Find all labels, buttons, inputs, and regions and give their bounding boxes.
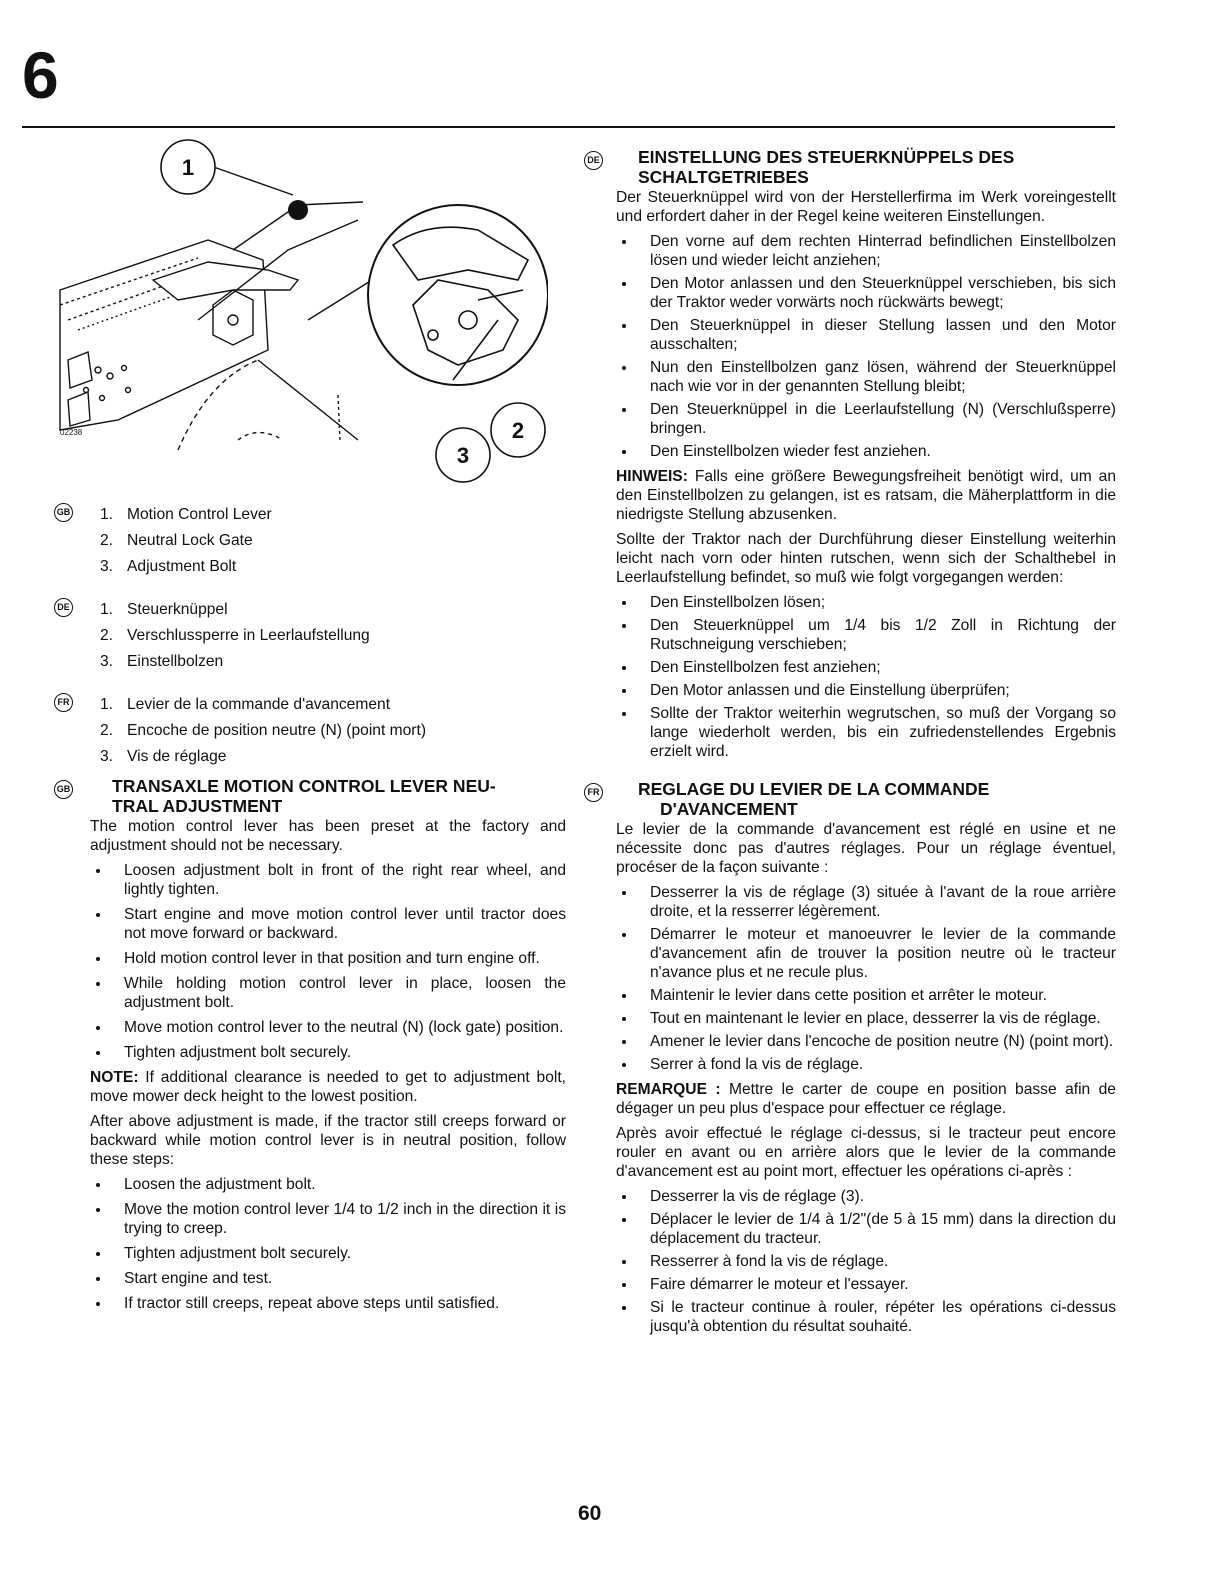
flag-fr-icon: FR [54, 693, 73, 712]
list-item: While holding motion control lever in place, loosen the adjustment bolt. [90, 974, 566, 1012]
note-paragraph: HINWEIS: Falls eine größere Bewegungsfreiheit benötigt wird, um an den Einstellbolzen zu gelangen, ist es ratsam, die Mäherplattform in die niedrigste Stellung abzusenken. [616, 468, 1116, 523]
note-paragraph: REMARQUE : Mettre le carter de coupe en position basse afin de dégager un peu plus d'espace pour effectuer ce réglage. [616, 1081, 1116, 1117]
list-item: Start engine and move motion control lever until tractor does not move forward or backward. [90, 905, 566, 943]
list-item: Si le tracteur continue à rouler, répéter les opérations ci-dessus jusqu'à obtention du résultat souhaité. [616, 1298, 1116, 1336]
list-item: Start engine and test. [90, 1269, 566, 1288]
after-paragraph: Sollte der Traktor nach der Durchführung dieser Einstellung weiterhin leicht nach vorn oder hinten rutschen, wenn sich der Schalthebel in Leerlaufstellung befindet, so muß wie folgt vorgegangen werden: [616, 531, 1116, 586]
lever-illustration [58, 130, 548, 485]
steps-list-2 [616, 593, 1116, 761]
list-item: Démarrer le moteur et manoeuvrer le levier de la commande d'avancement afin de trouver la position neutre où le tracteur n'avance plus et ne recule plus. [616, 925, 1116, 982]
section-body-fr [586, 820, 1116, 1336]
legend-item: 2. Verschlussperre in Leerlaufstellung [100, 627, 370, 644]
flag-gb-icon: GB [54, 780, 73, 799]
list-item: Loosen adjustment bolt in front of the right rear wheel, and lightly tighten. [90, 861, 566, 899]
legend-item: 3. Vis de réglage [100, 748, 227, 765]
list-item: Den Motor anlassen und die Einstellung überprüfen; [616, 681, 1116, 700]
intro-paragraph: Der Steuerknüppel wird von der Herstellerfirma im Werk voreingestellt und erfordert daher in der Regel keine weiteren Einstellungen. [616, 189, 1116, 225]
legend-item: 3. Einstellbolzen [100, 653, 224, 670]
list-item: Faire démarrer le moteur et l'essayer. [616, 1275, 1116, 1294]
legend-item: 1. Motion Control Lever [100, 506, 272, 523]
section-heading-fr: FR REGLAGE DU LEVIER DE LA COMMANDE D'AVANCEMENT [586, 779, 1116, 819]
list-item: Den vorne auf dem rechten Hinterrad befindlichen Einstellbolzen lösen und wieder leicht anziehen; [616, 232, 1116, 270]
steps-list [616, 232, 1116, 461]
section-body-de [586, 188, 1116, 761]
steps-list [90, 861, 566, 1062]
callout-2: 2 [511, 418, 525, 443]
note-paragraph: NOTE: If additional clearance is needed to get to adjustment bolt, move mower deck height to the lowest position. [90, 1069, 566, 1105]
legend-item: 2. Neutral Lock Gate [100, 532, 253, 549]
list-item: Resserrer à fond la vis de réglage. [616, 1252, 1116, 1271]
list-item: Tout en maintenant le levier en place, desserrer la vis de réglage. [616, 1009, 1116, 1028]
section-heading-gb: GB TRANSAXLE MOTION CONTROL LEVER NEU- TRAL ADJUSTMENT [56, 776, 566, 816]
list-item: Amener le levier dans l'encoche de position neutre (N) (point mort). [616, 1032, 1116, 1051]
after-paragraph: After above adjustment is made, if the tractor still creeps forward or backward while motion control lever is in neutral position, follow these steps: [90, 1113, 566, 1168]
list-item: Nun den Einstellbolzen ganz lösen, während der Steuerknüppel nach wie vor in der genannten Stellung bleibt; [616, 358, 1116, 396]
flag-de-icon: DE [584, 151, 603, 170]
flag-gb-icon: GB [54, 503, 73, 522]
legend-item: 2. Encoche de position neutre (N) (point mort) [100, 722, 427, 739]
legend-item: 1. Levier de la commande d'avancement [100, 696, 391, 713]
list-item: Den Steuerknüppel um 1/4 bis 1/2 Zoll in Richtung der Rutschneigung verschieben; [616, 616, 1116, 654]
legend-item: 1. Steuerknüppel [100, 601, 228, 618]
section-heading-de: DE EINSTELLUNG DES STEUERKNÜPPELS DES SCHALTGETRIEBES [586, 147, 1116, 187]
left-column [56, 505, 566, 1319]
list-item: If tractor still creeps, repeat above steps until satisfied. [90, 1294, 566, 1313]
list-item: Den Steuerknüppel in dieser Stellung lassen und den Motor ausschalten; [616, 316, 1116, 354]
section-body-gb [56, 817, 566, 1313]
list-item: Den Einstellbolzen lösen; [616, 593, 1116, 612]
flag-de-icon: DE [54, 598, 73, 617]
list-item: Loosen the adjustment bolt. [90, 1175, 566, 1194]
after-paragraph: Après avoir effectué le réglage ci-dessus, si le tracteur peut encore rouler en avant ou en arrière alors que le levier de la commande d'avancement est au point mort, effectuer les opérations ci-après : [616, 1125, 1116, 1180]
list-item: Move the motion control lever 1/4 to 1/2 inch in the direction it is trying to creep. [90, 1200, 566, 1238]
steps-list [616, 883, 1116, 1074]
page-number: 60 [578, 1502, 602, 1525]
list-item: Den Einstellbolzen wieder fest anziehen. [616, 442, 1116, 461]
steps-list-2 [616, 1187, 1116, 1336]
list-item: Sollte der Traktor weiterhin wegrutschen, so muß der Vorgang so lange wiederholt werden, bis ein zufriedenstellendes Ergebnis erzielt wird. [616, 704, 1116, 761]
list-item: Desserrer la vis de réglage (3) située à l'avant de la roue arrière droite, et la resserrer légèrement. [616, 883, 1116, 921]
list-item: Move motion control lever to the neutral (N) (lock gate) position. [90, 1018, 566, 1037]
list-item: Hold motion control lever in that position and turn engine off. [90, 949, 566, 968]
chapter-number: 6 [22, 38, 59, 112]
list-item: Tighten adjustment bolt securely. [90, 1244, 566, 1263]
list-item: Maintenir le levier dans cette position et arrêter le moteur. [616, 986, 1116, 1005]
list-item: Den Motor anlassen und den Steuerknüppel verschieben, bis sich der Traktor weder vorwärts noch rückwärts bewegt; [616, 274, 1116, 312]
figure-code: 02238 [60, 428, 83, 437]
list-item: Tighten adjustment bolt securely. [90, 1043, 566, 1062]
legend-de [56, 600, 566, 671]
intro-paragraph: The motion control lever has been preset at the factory and adjustment should not be necessary. [90, 818, 566, 854]
right-column [586, 147, 1116, 1342]
intro-paragraph: Le levier de la commande d'avancement est réglé en usine et ne nécessite donc pas d'autres réglages. Pour un réglage éventuel, procéser de la façon suivante : [616, 821, 1116, 876]
list-item: Desserrer la vis de réglage (3). [616, 1187, 1116, 1206]
list-item: Den Steuerknüppel in die Leerlaufstellung (N) (Verschlußsperre) bringen. [616, 400, 1116, 438]
list-item: Serrer à fond la vis de réglage. [616, 1055, 1116, 1074]
flag-fr-icon: FR [584, 783, 603, 802]
legend-item: 3. Adjustment Bolt [100, 558, 237, 575]
list-item: Den Einstellbolzen fest anziehen; [616, 658, 1116, 677]
header-rule [22, 126, 1115, 128]
callout-3: 3 [456, 443, 470, 468]
list-item: Déplacer le levier de 1/4 à 1/2"(de 5 à 15 mm) dans la direction du déplacement du tracteur. [616, 1210, 1116, 1248]
legend-gb [56, 505, 566, 576]
legend-fr [56, 695, 566, 766]
callout-1: 1 [181, 155, 195, 180]
steps-list-2 [90, 1175, 566, 1313]
